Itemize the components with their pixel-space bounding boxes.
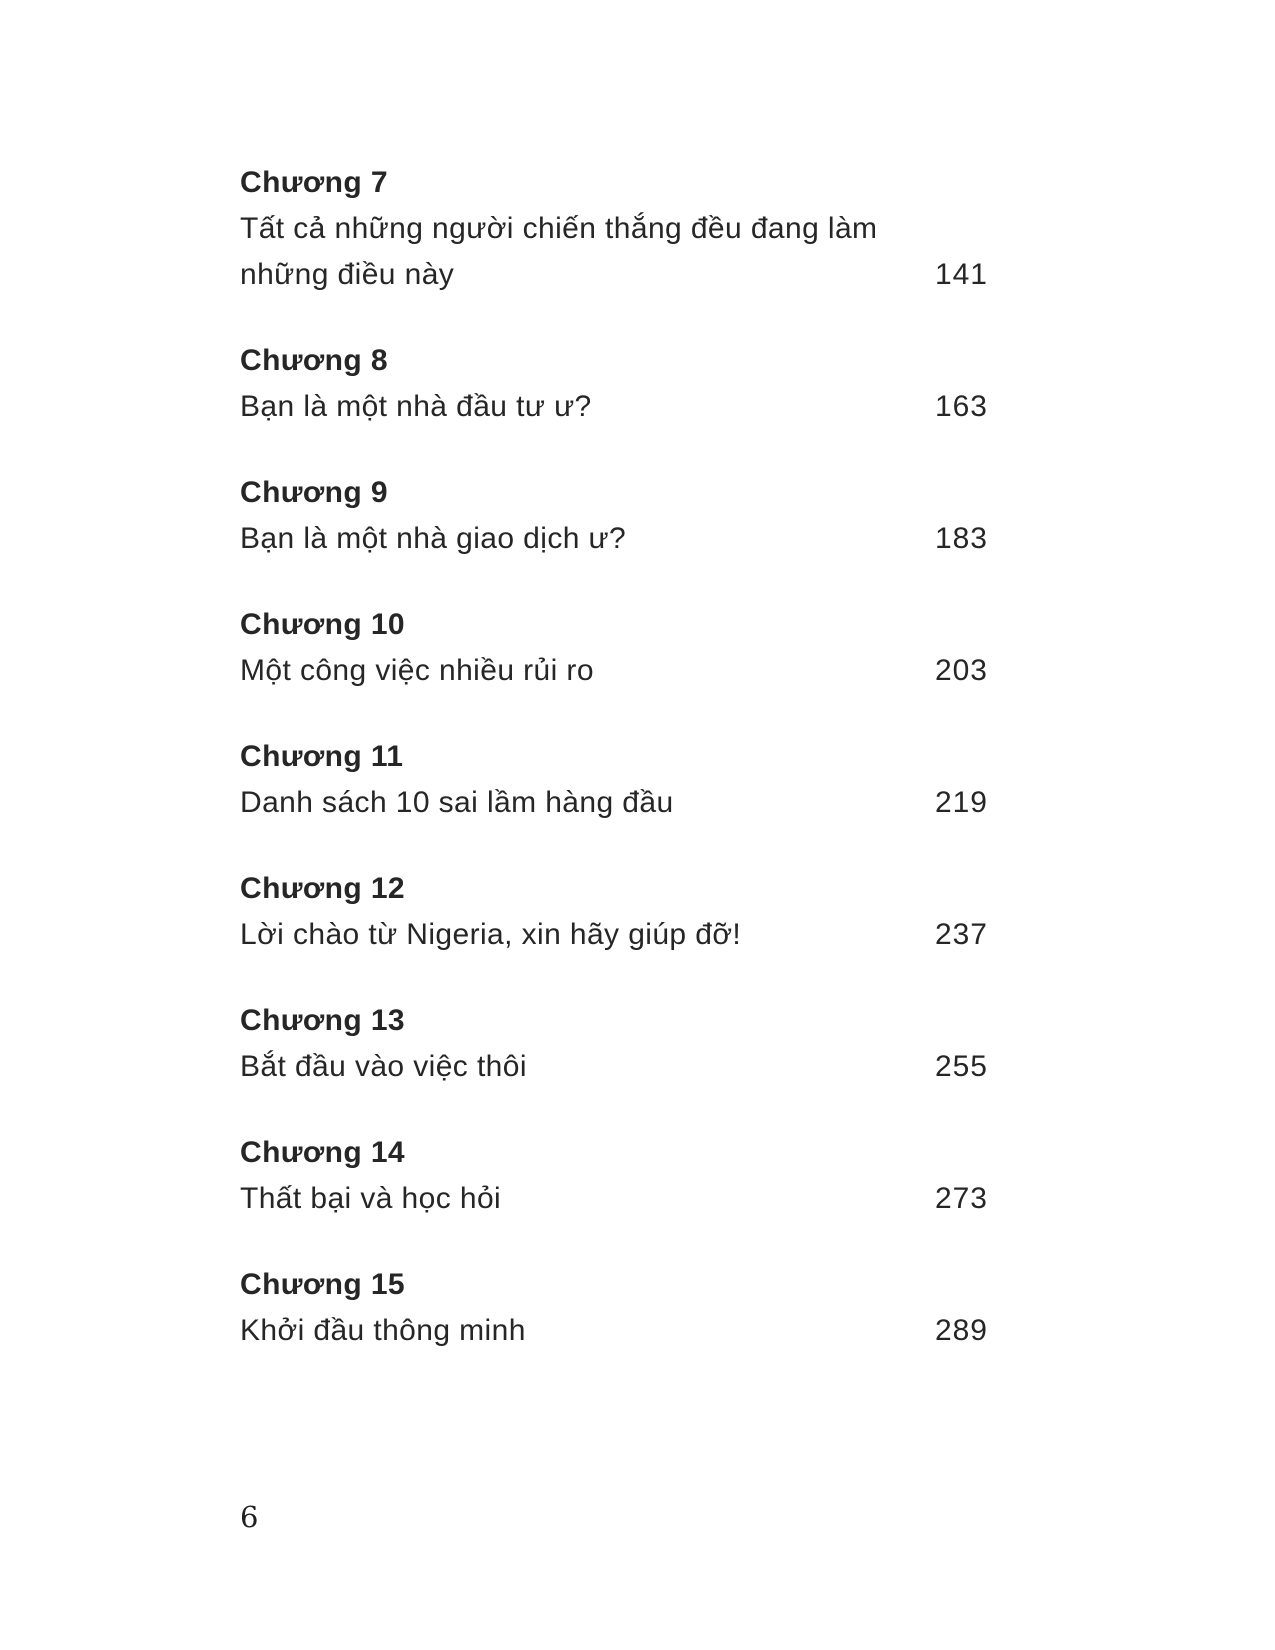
toc-entry — [240, 1262, 988, 1354]
toc-title-line — [240, 1176, 988, 1222]
toc-entry — [240, 866, 988, 958]
toc-title-text: Lời chào từ Nigeria, xin hãy giúp đỡ! — [240, 918, 742, 951]
toc-title-line — [240, 1308, 988, 1354]
toc-entry — [240, 602, 988, 694]
toc-page-number: 273 — [934, 1182, 988, 1215]
toc-title-line — [240, 648, 988, 694]
toc-title-text: Một công việc nhiều rủi ro — [240, 654, 594, 687]
toc-title-text: Bắt đầu vào việc thôi — [240, 1050, 527, 1083]
toc-entry — [240, 470, 988, 562]
toc-page-number: 237 — [934, 918, 988, 951]
toc-page-number: 183 — [934, 522, 988, 555]
toc-entry — [240, 338, 988, 430]
toc-title-line — [240, 516, 988, 562]
toc-title-text: Bạn là một nhà giao dịch ư? — [240, 522, 627, 555]
toc-chapter-label: Chương 11 — [240, 740, 404, 773]
toc-chapter-label: Chương 12 — [240, 872, 405, 905]
toc-chapter-label: Chương 15 — [240, 1268, 405, 1301]
toc-page-number: 203 — [934, 654, 988, 687]
toc-page-number: 163 — [934, 390, 988, 423]
toc-title-text: Bạn là một nhà đầu tư ư? — [240, 390, 592, 423]
toc-chapter-label: Chương 13 — [240, 1004, 405, 1037]
toc-title-line — [240, 384, 988, 430]
toc-chapter-label: Chương 10 — [240, 608, 405, 641]
toc-title-line — [240, 206, 988, 252]
toc-title-line — [240, 1044, 988, 1090]
toc-entry — [240, 160, 988, 298]
toc-chapter-label: Chương 9 — [240, 476, 388, 509]
page-folio-number: 6 — [240, 1500, 259, 1534]
toc-title-text: những điều này — [240, 258, 455, 291]
toc-title-text: Khởi đầu thông minh — [240, 1314, 526, 1347]
toc-title-line — [240, 252, 988, 298]
toc-page-number: 141 — [934, 258, 988, 291]
toc-entry — [240, 998, 988, 1090]
toc-entry — [240, 1130, 988, 1222]
toc-title-line — [240, 912, 988, 958]
toc-page-number: 219 — [934, 786, 988, 819]
toc-entry — [240, 734, 988, 826]
toc-page-number: 255 — [934, 1050, 988, 1083]
toc-title-text: Tất cả những người chiến thắng đều đang làm — [240, 212, 878, 245]
toc-chapter-label: Chương 7 — [240, 166, 388, 199]
toc-title-line — [240, 780, 988, 826]
toc-title-text: Thất bại và học hỏi — [240, 1182, 502, 1215]
toc-chapter-label: Chương 14 — [240, 1136, 405, 1169]
toc-chapter-label: Chương 8 — [240, 344, 388, 377]
table-of-contents — [240, 160, 988, 1394]
toc-page-number: 289 — [934, 1314, 988, 1347]
toc-title-text: Danh sách 10 sai lầm hàng đầu — [240, 786, 674, 819]
